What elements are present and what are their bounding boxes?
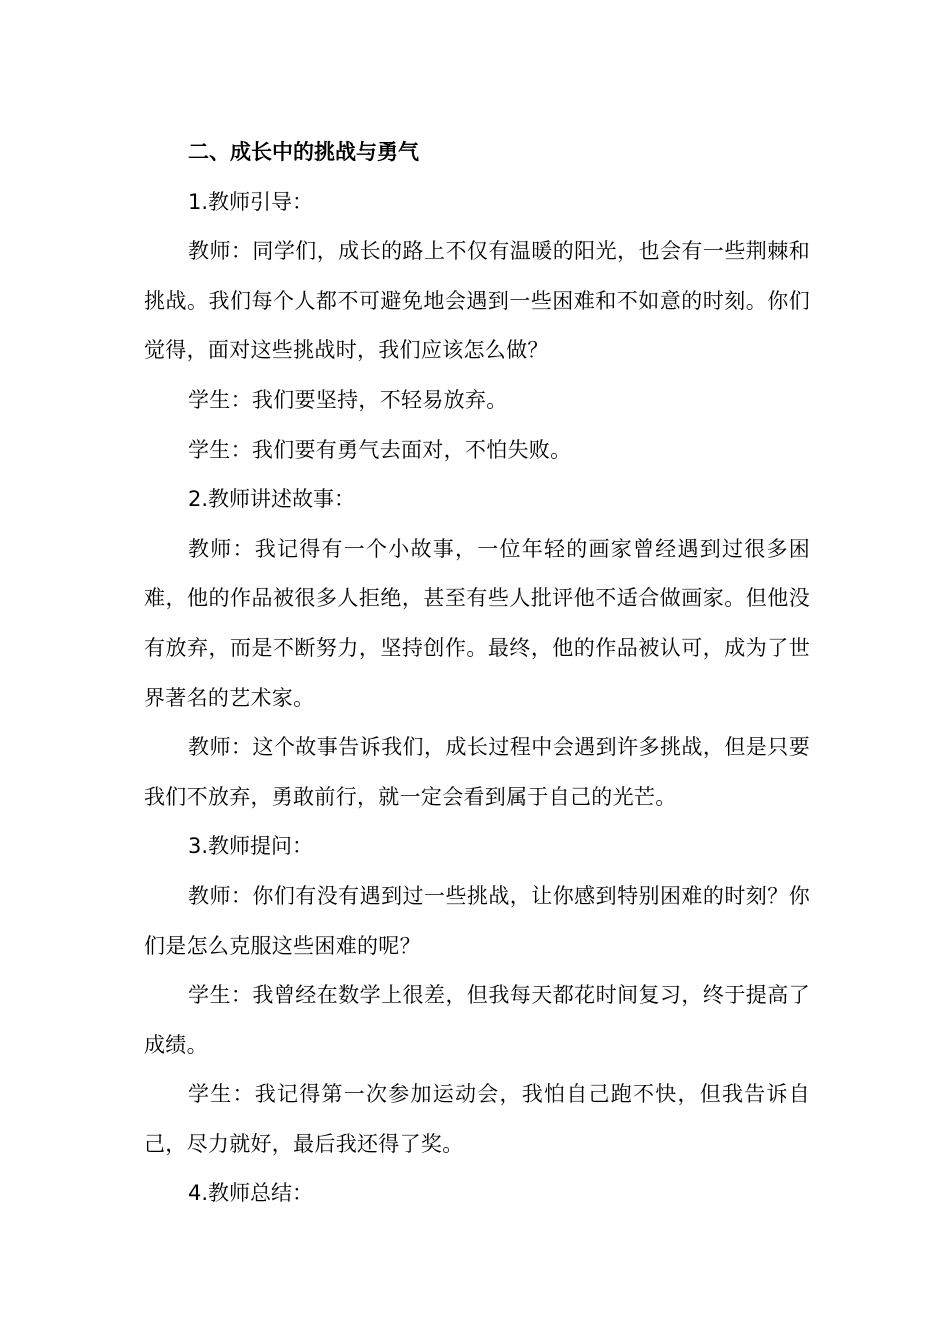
step-heading-question: 3.教师提问： [188, 834, 314, 859]
paragraph-teacher-question: 教师：你们有没有遇到过一些挑战，让你感到特别困难的时刻？你们是怎么克服这些困难的呢？ [144, 883, 810, 958]
paragraph-student-sports: 学生：我记得第一次参加运动会，我怕自己跑不快，但我告诉自己，尽力就好，最后我还得了奖。 [144, 1082, 810, 1156]
paragraph-student-math: 学生：我曾经在数学上很差，但我每天都花时间复习，终于提高了成绩。 [144, 983, 810, 1057]
paragraph-teacher-story: 教师：我记得有一个小故事，一位年轻的画家曾经遇到过很多困难，他的作品被很多人拒绝，甚至有些人批评他不适合做画家。但他没有放弃，而是不断努力，坚持创作。最终，他的作品被认可，成为了世界著名的艺术家。 [144, 536, 810, 710]
step-heading-summary: 4.教师总结： [188, 1181, 314, 1206]
paragraph-teacher-intro: 教师：同学们，成长的路上不仅有温暖的阳光，也会有一些荆棘和挑战。我们每个人都不可避免地会遇到一些困难和不如意的时刻。你们觉得，面对这些挑战时，我们应该怎么做？ [144, 239, 810, 363]
paragraph-student-answer-1: 学生：我们要坚持，不轻易放弃。 [188, 387, 508, 412]
section-title: 二、成长中的挑战与勇气 [188, 140, 419, 164]
document-page [144, 128, 810, 1219]
step-heading-story: 2.教师讲述故事： [188, 487, 356, 512]
step-heading-guide: 1.教师引导： [188, 189, 314, 214]
paragraph-student-answer-2: 学生：我们要有勇气去面对，不怕失败。 [188, 437, 572, 462]
paragraph-teacher-moral: 教师：这个故事告诉我们，成长过程中会遇到许多挑战，但是只要我们不放弃，勇敢前行，就一定会看到属于自己的光芒。 [144, 735, 810, 809]
